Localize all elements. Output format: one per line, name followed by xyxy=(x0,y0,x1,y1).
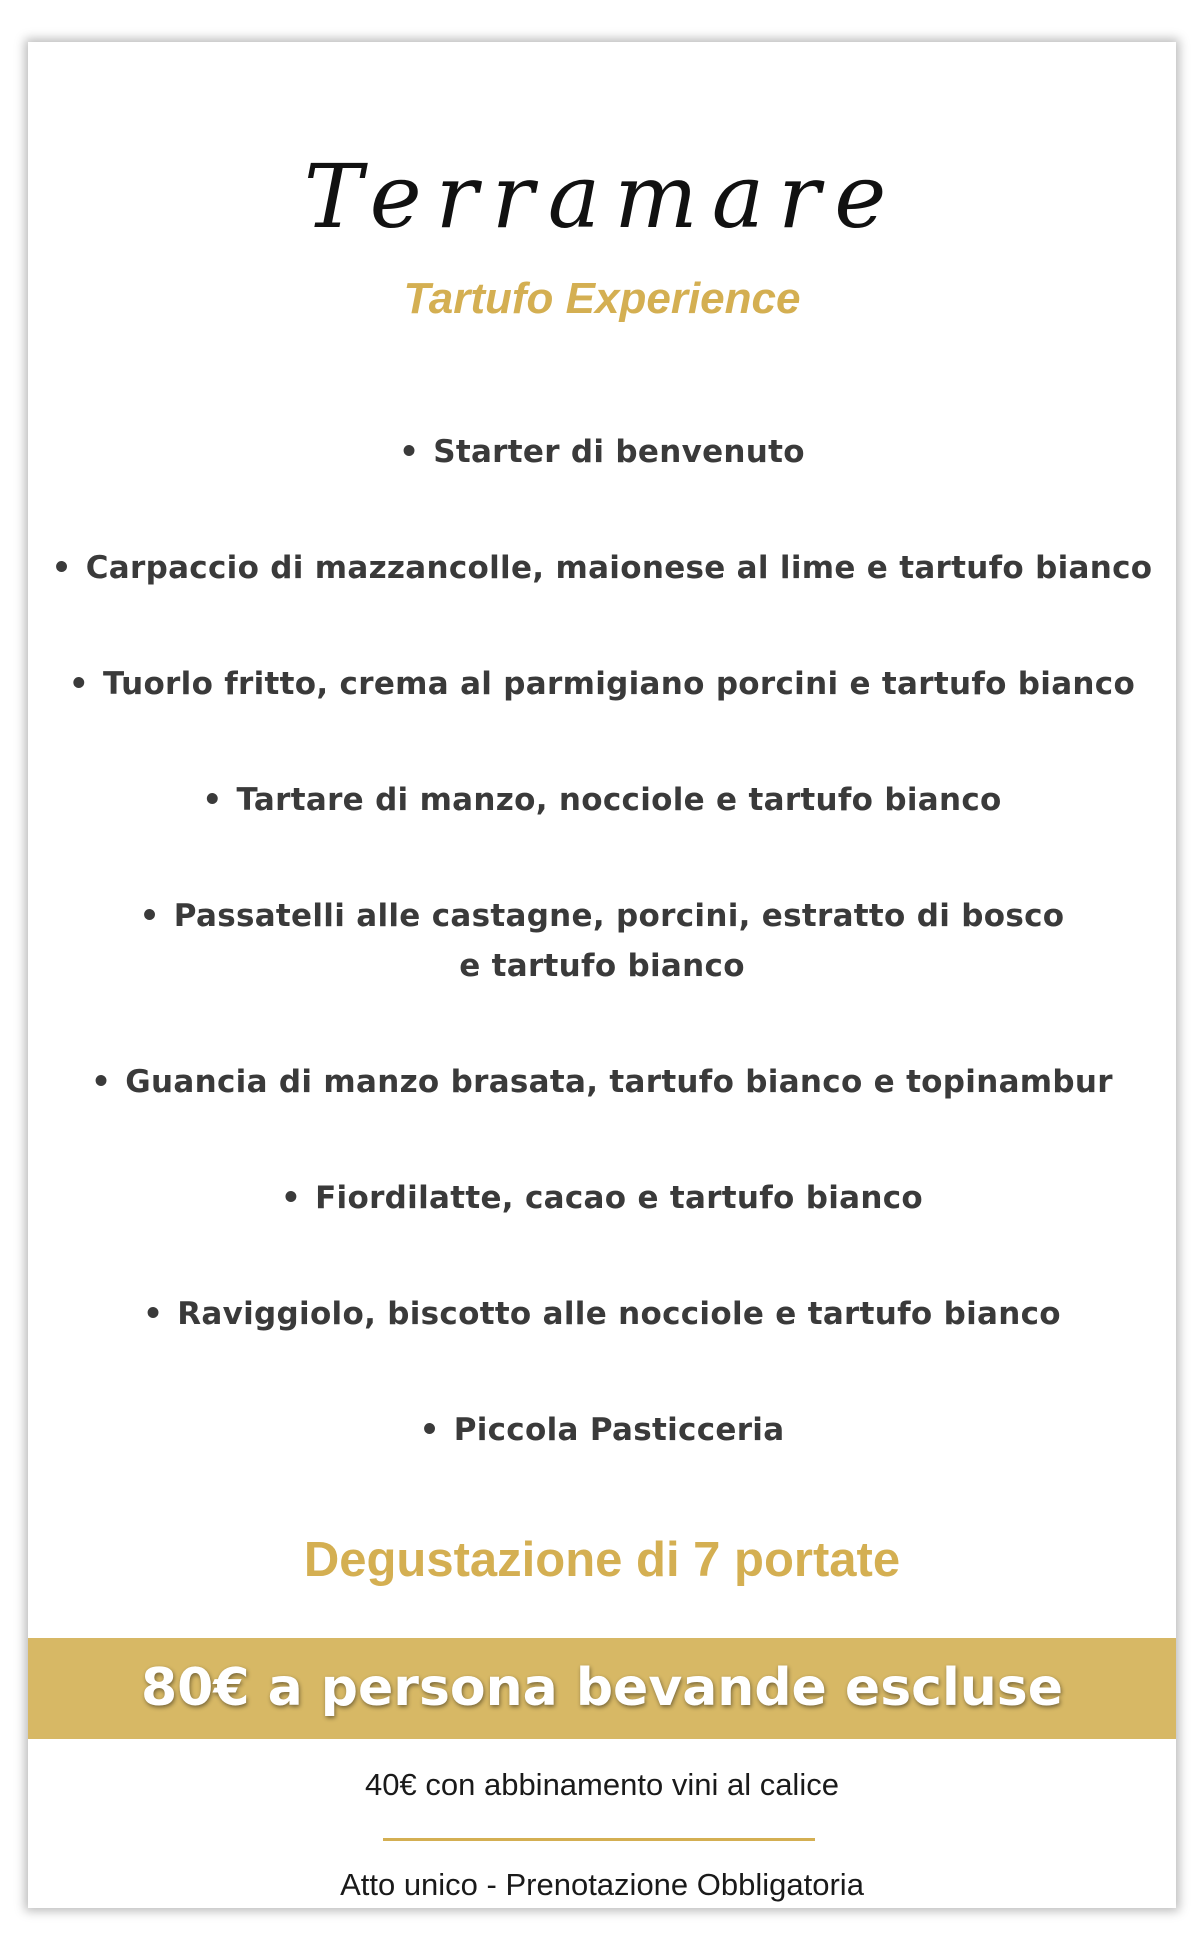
menu-item-label: Carpaccio di mazzancolle, maionese al lime e tartufo bianco xyxy=(85,550,1153,586)
list-item xyxy=(28,427,1176,477)
menu-item-label: Raviggiolo, biscotto alle nocciole e tartufo bianco xyxy=(177,1296,1061,1332)
bullet-icon: • xyxy=(68,666,90,702)
menu-item-label: Guancia di manzo brasata, tartufo bianco e topinambur xyxy=(125,1064,1113,1100)
menu-item-label: Fiordilatte, cacao e tartufo bianco xyxy=(315,1180,924,1216)
menu-item-label: Passatelli alle castagne, porcini, estratto di bosco xyxy=(173,898,1065,934)
tasting-headline: Degustazione di 7 portate xyxy=(303,1533,901,1587)
list-item xyxy=(28,1405,1176,1455)
price-banner xyxy=(28,1638,1176,1739)
price-text: 80€ a persona bevande escluse xyxy=(140,1658,1064,1718)
list-item xyxy=(28,543,1176,593)
bullet-icon: • xyxy=(399,434,420,470)
bullet-icon: • xyxy=(143,1296,164,1332)
bullet-icon: • xyxy=(419,1412,440,1448)
list-item-continuation xyxy=(28,941,1176,991)
menu-subtitle: Tartufo Experience xyxy=(403,274,801,323)
booking-note: Atto unico - Prenotazione Obbligatoria xyxy=(340,1867,864,1902)
bullet-icon: • xyxy=(51,550,72,586)
list-item xyxy=(28,891,1176,941)
list-item xyxy=(28,1057,1176,1107)
menu-item-label: e tartufo bianco xyxy=(459,948,745,984)
bullet-icon: • xyxy=(202,782,223,818)
bullet-icon: • xyxy=(280,1180,302,1216)
menu-item-label: Piccola Pasticceria xyxy=(453,1412,785,1448)
menu-item-label: Tartare di manzo, nocciole e tartufo bianco xyxy=(236,782,1002,818)
wine-pairing-note: 40€ con abbinamento vini al calice xyxy=(365,1767,839,1802)
menu-item-label: Tuorlo fritto, crema al parmigiano porcini e tartufo bianco xyxy=(103,666,1136,702)
list-item xyxy=(28,775,1176,825)
menu-item-label: Starter di benvenuto xyxy=(433,434,805,470)
bullet-icon: • xyxy=(139,898,160,934)
menu-card xyxy=(28,42,1176,1908)
bullet-icon: • xyxy=(91,1064,112,1100)
list-item xyxy=(28,659,1176,709)
divider xyxy=(383,1838,815,1841)
restaurant-logo: Terramare xyxy=(303,145,901,248)
list-item xyxy=(28,1289,1176,1339)
list-item xyxy=(28,1173,1176,1223)
